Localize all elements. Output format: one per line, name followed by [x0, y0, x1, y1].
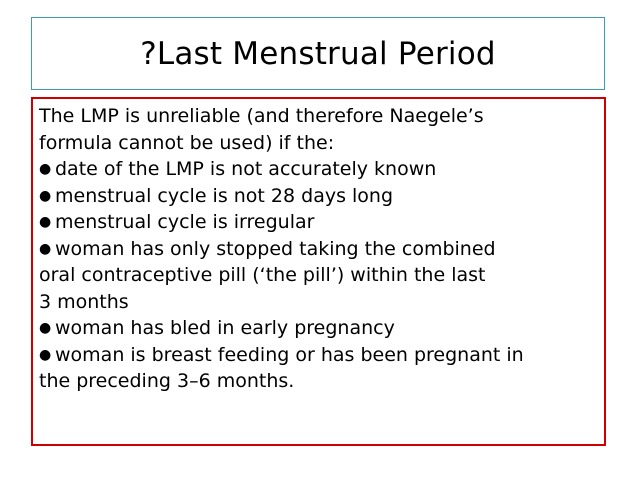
line-text: woman has bled in early pregnancy: [55, 317, 395, 339]
bullet-icon: ●: [39, 214, 52, 230]
bullet-icon: ●: [39, 240, 52, 257]
bullet-icon: ●: [39, 161, 52, 177]
line-text: The LMP is unreliable (and therefore Naegele’s: [39, 105, 484, 127]
bullet-icon: ●: [39, 187, 52, 204]
line-text: menstrual cycle is not 28 days long: [55, 184, 394, 207]
title-box: [31, 17, 605, 90]
line-text: oral contraceptive pill (‘the pill’) within the last: [39, 264, 486, 286]
content-line: [39, 130, 604, 157]
bullet-icon: ●: [39, 346, 52, 363]
line-text: the preceding 3–6 months.: [39, 370, 295, 392]
slide-title: ?Last Menstrual Period: [140, 35, 496, 72]
bullet-item: [39, 236, 604, 263]
line-text: woman is breast feeding or has been pregnant in: [55, 343, 524, 366]
line-text: menstrual cycle is irregular: [55, 211, 315, 233]
line-text: formula cannot be used) if the:: [39, 131, 335, 154]
bullet-item: [39, 183, 604, 210]
bullet-item: [39, 342, 604, 369]
content-line: [39, 368, 604, 395]
line-text: 3 months: [39, 290, 129, 313]
bullet-item: [39, 315, 604, 342]
bullet-icon: ●: [39, 320, 52, 336]
bullet-item: [39, 156, 604, 183]
line-text: woman has only stopped taking the combined: [55, 237, 496, 260]
content-line: [39, 103, 604, 130]
content-box: [31, 97, 606, 446]
content-line: [39, 262, 604, 289]
content-line: [39, 289, 604, 316]
line-text: date of the LMP is not accurately known: [55, 158, 437, 180]
bullet-item: [39, 209, 604, 236]
